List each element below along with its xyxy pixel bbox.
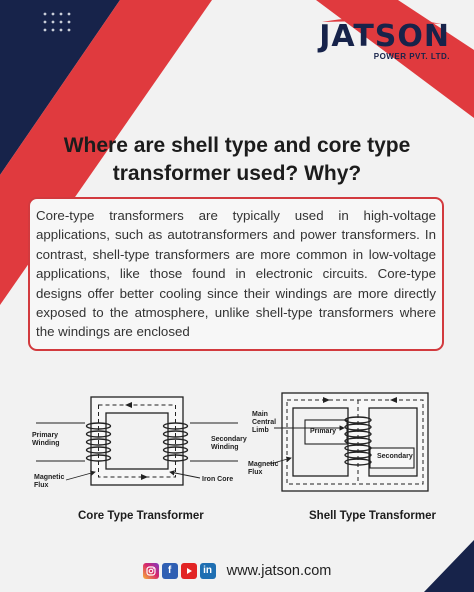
linkedin-icon[interactable]: in [200,563,216,579]
youtube-icon[interactable] [181,563,197,579]
label-primary-winding: Primary Winding [32,432,60,447]
label-magnetic-flux: Magnetic Flux [34,474,65,489]
logo-tagline: POWER PVT. LTD. [373,52,450,61]
core-type-diagram [36,397,238,485]
website-link[interactable]: www.jatson.com [226,563,332,579]
label-secondary-winding: Secondary Winding [211,436,247,451]
label-iron-core: Iron Core [202,476,234,483]
label-main-central-limb: Main Central Limb [252,411,277,434]
instagram-icon[interactable] [143,563,159,579]
label-primary: Primary [310,428,337,435]
logo-wordmark: JATSON [319,19,450,54]
page-title: Where are shell type and core type transformer used? Why? [63,134,411,185]
answer-card [28,197,444,351]
label-shell-magnetic-flux: Magnetic Flux [248,461,279,476]
caption-shell-type: Shell Type Transformer [309,510,436,522]
brand-logo [316,18,456,62]
facebook-icon[interactable]: f [162,563,178,579]
caption-core-type: Core Type Transformer [78,510,204,522]
answer-text: Core-type transformers are typically used in high-voltage applications, such as autotransformers and power transformers. In contrast, shell-type transformers are more common in low-voltage applications, like those found in electronic circuits. Core-type designs offer better cooling since their windings are more directly exposed to the atmosphere, unlike shell-type transformers where the windings are enclosed [36,208,436,340]
footer [0,560,474,582]
label-secondary: Secondary [377,453,413,460]
shell-type-diagram [270,393,428,491]
